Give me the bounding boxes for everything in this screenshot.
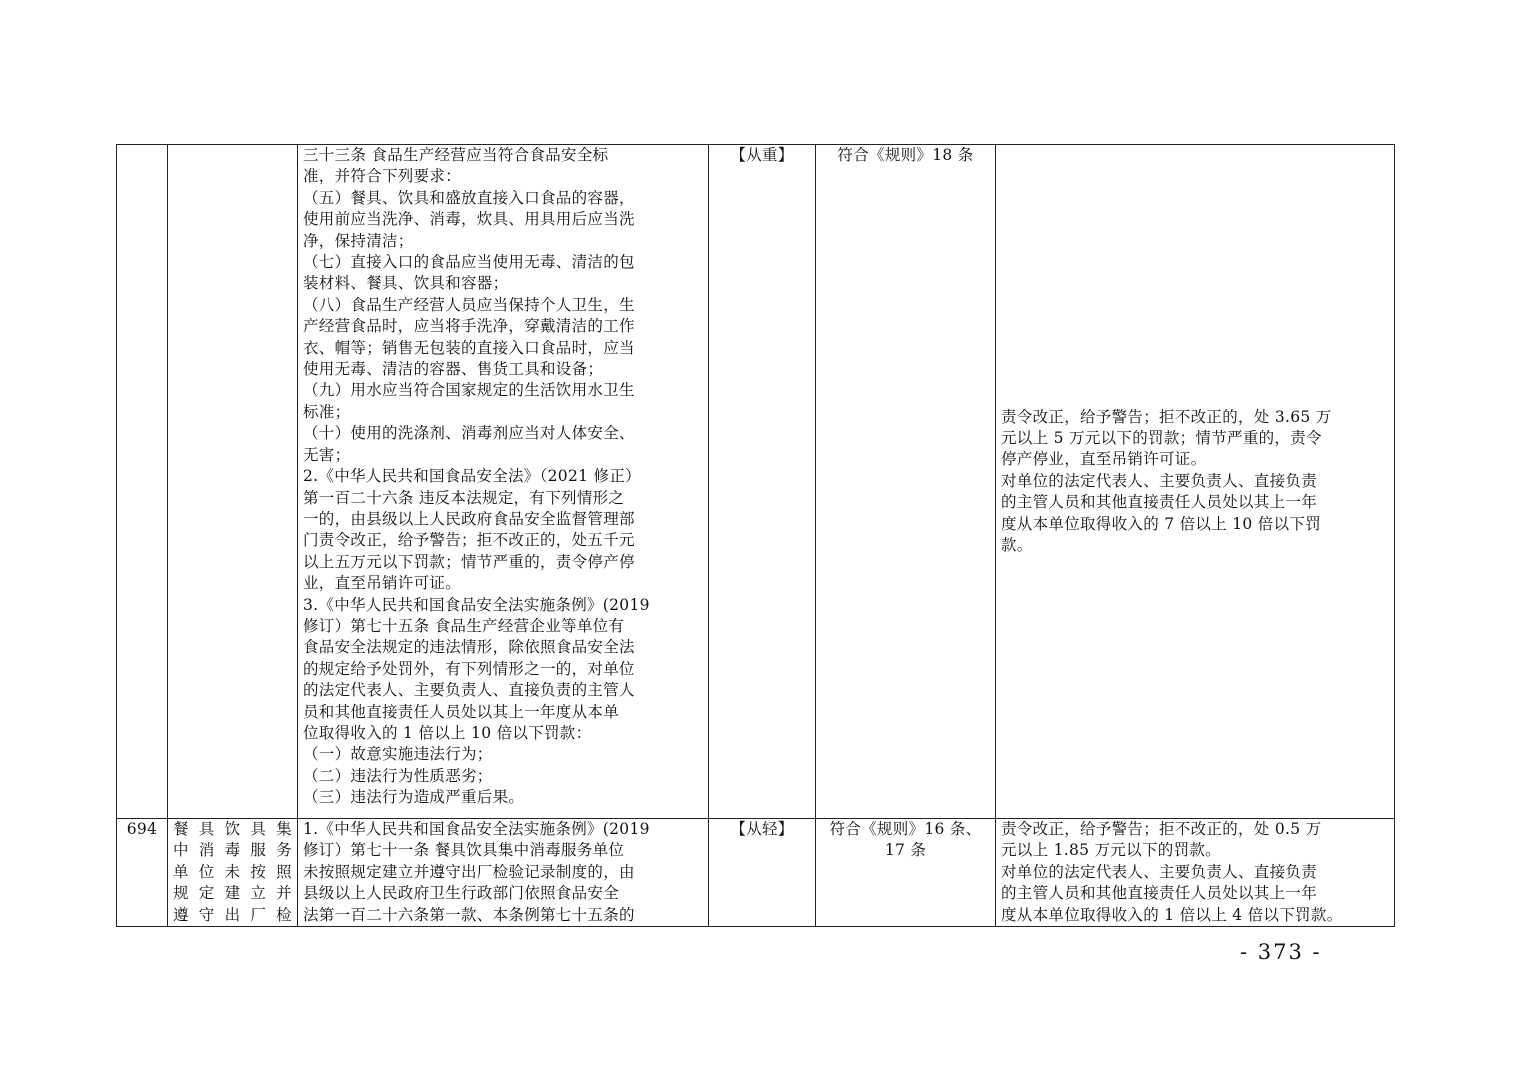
text-line: 门责令改正，给予警告；拒不改正的，处五千元	[303, 531, 635, 550]
text-line: 业，直至吊销许可证。	[303, 574, 462, 593]
text-line: 一的，由县级以上人民政府食品安全监督管理部	[303, 509, 635, 528]
text-line: 遵守出厂检	[173, 905, 292, 924]
penalty-standard-table	[116, 144, 1395, 927]
text-line: 度从本单位取得收入的 1 倍以上 4 倍以下罚款。	[1001, 905, 1343, 924]
penalty-standard-cell	[996, 145, 1395, 819]
text-line: 未按照规定建立并遵守出厂检验记录制度的，由	[303, 862, 635, 881]
penalty-standard-cell	[996, 819, 1395, 927]
text-line: 食品安全法规定的违法情形，除依照食品安全法	[303, 638, 635, 657]
text-line: 元以上 5 万元以下的罚款；情节严重的，责令	[1001, 428, 1322, 447]
table-row	[117, 819, 1395, 927]
text-line: 修订）第七十一条 餐具饮具集中消毒服务单位	[303, 841, 625, 860]
text-line: 装材料、餐具、饮具和容器；	[303, 274, 509, 293]
text-line: 符合《规则》16 条、	[829, 820, 982, 838]
text-line: 款。	[1001, 536, 1033, 555]
text-line: （三）违法行为造成严重后果。	[303, 788, 525, 807]
text-line: 单位未按照	[173, 862, 292, 881]
table-row	[117, 145, 1395, 819]
text-line: （一）故意实施违法行为；	[303, 745, 493, 764]
text-line: 准，并符合下列要求：	[303, 167, 462, 186]
violation-item-cell	[168, 819, 298, 927]
text-line: 对单位的法定代表人、主要负责人、直接负责	[1001, 471, 1318, 490]
text-line: 停产停业，直至吊销许可证。	[1001, 450, 1207, 469]
text-line: 1.《中华人民共和国食品安全法实施条例》(2019	[303, 820, 650, 838]
text-line: （二）违法行为性质恶劣；	[303, 766, 493, 785]
page-number: - 373 -	[1240, 940, 1322, 964]
legal-basis-cell	[298, 819, 709, 927]
text-line: 度从本单位取得收入的 7 倍以上 10 倍以下罚	[1001, 514, 1321, 533]
applicable-rule-cell	[816, 819, 996, 927]
text-line: 3.《中华人民共和国食品安全法实施条例》(2019	[303, 595, 650, 614]
text-line: 对单位的法定代表人、主要负责人、直接负责	[1001, 862, 1318, 881]
text-line: 17 条	[884, 841, 927, 860]
text-line: （十）使用的洗涤剂、消毒剂应当对人体安全、	[303, 424, 635, 443]
text-line: 中消毒服务	[173, 841, 292, 860]
text-line: 责令改正，给予警告；拒不改正的，处 3.65 万	[1001, 407, 1332, 426]
discretion-level-cell: 【从重】	[709, 145, 816, 819]
text-line: 使用无毒、清洁的容器、售货工具和设备；	[303, 360, 604, 379]
text-line: 的主管人员和其他直接责任人员处以其上一年	[1001, 884, 1318, 903]
text-line: 元以上 1.85 万元以下的罚款。	[1001, 841, 1221, 860]
text-line: （八）食品生产经营人员应当保持个人卫生，生	[303, 295, 635, 314]
text-line: 符合《规则》18 条	[837, 146, 974, 164]
text-line: （五）餐具、饮具和盛放直接入口食品的容器，	[303, 188, 635, 207]
text-line: 的法定代表人、主要负责人、直接负责的主管人	[303, 681, 635, 700]
text-line: 规定建立并	[173, 884, 292, 903]
text-line: 的规定给予处罚外，有下列情形之一的，对单位	[303, 659, 635, 678]
text-line: 以上五万元以下罚款；情节严重的，责令停产停	[303, 552, 635, 571]
text-line: 员和其他直接责任人员处以其上一年度从本单	[303, 702, 620, 721]
text-line: 2.《中华人民共和国食品安全法》（2021 修正）	[303, 467, 641, 486]
text-line: 三十三条 食品生产经营应当符合食品安全标	[303, 146, 609, 164]
applicable-rule-cell	[816, 145, 996, 819]
text-line: 第一百二十六条 违反本法规定，有下列情形之	[303, 488, 625, 507]
text-line: 县级以上人民政府卫生行政部门依照食品安全	[303, 884, 620, 903]
text-line: 标准；	[303, 402, 351, 421]
text-line: 产经营食品时，应当将手洗净，穿戴清洁的工作	[303, 317, 635, 336]
text-line: （九）用水应当符合国家规定的生活饮用水卫生	[303, 381, 635, 400]
discretion-level-cell: 【从轻】	[709, 819, 816, 927]
text-line: 位取得收入的 1 倍以上 10 倍以下罚款：	[303, 723, 592, 742]
text-line: 修订）第七十五条 食品生产经营企业等单位有	[303, 616, 625, 635]
text-line: 责令改正，给予警告；拒不改正的，处 0.5 万	[1001, 820, 1322, 838]
text-line: （七）直接入口的食品应当使用无毒、清洁的包	[303, 253, 635, 272]
text-line: 的主管人员和其他直接责任人员处以其上一年	[1001, 493, 1318, 512]
text-line: 无害；	[303, 445, 351, 464]
text-line: 净，保持清洁；	[303, 231, 414, 250]
text-line: 法第一百二十六条第一款、本条例第七十五条的	[303, 905, 635, 924]
legal-basis-cell	[298, 145, 709, 819]
text-line: 使用前应当洗净、消毒，炊具、用具用后应当洗	[303, 210, 635, 229]
row-number-cell: 694	[117, 819, 168, 927]
text-line: 衣、帽等；销售无包装的直接入口食品时，应当	[303, 338, 635, 357]
text-line: 餐具饮具集	[173, 820, 292, 838]
row-number-cell	[117, 145, 168, 819]
violation-item-cell	[168, 145, 298, 819]
